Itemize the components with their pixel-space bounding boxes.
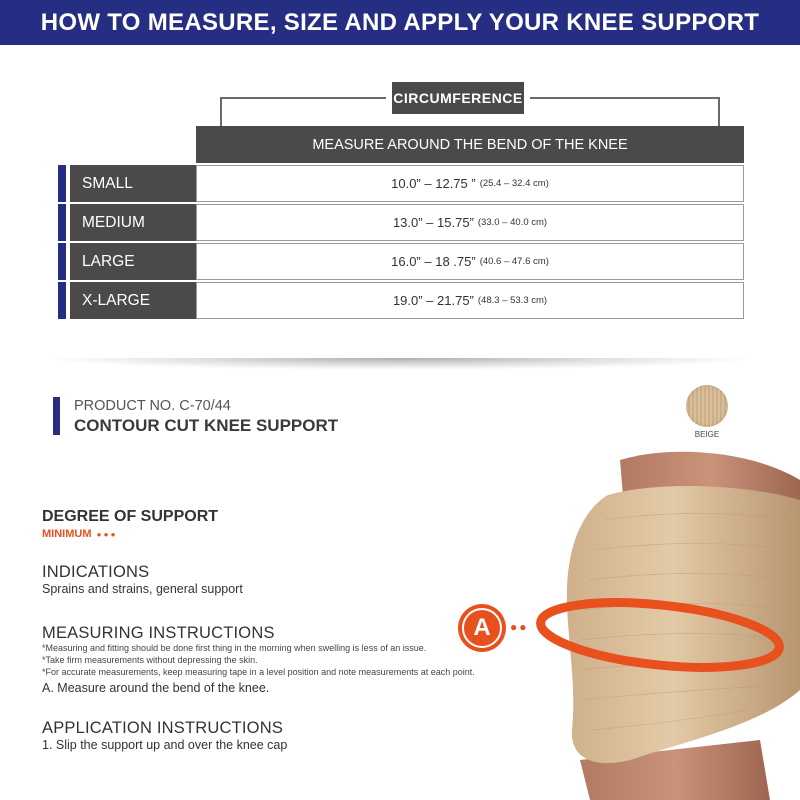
size-range-cm: (48.3 – 53.3 cm) xyxy=(477,295,548,306)
circumference-label: CIRCUMFERENCE xyxy=(386,82,530,114)
marker-a xyxy=(458,604,506,652)
header-banner xyxy=(0,0,800,45)
indications-text: Sprains and strains, general support xyxy=(42,582,243,596)
measuring-step: A. Measure around the bend of the knee. xyxy=(42,681,270,695)
product-name: CONTOUR CUT KNEE SUPPORT xyxy=(74,416,339,435)
knee-sleeve xyxy=(567,486,800,763)
marker-dots: ●● xyxy=(510,620,529,634)
beige-color-swatch xyxy=(686,385,728,427)
size-row-large xyxy=(58,243,744,280)
size-range-inches: 13.0” – 15.75” xyxy=(392,215,474,230)
size-row-accent xyxy=(58,243,66,280)
size-name: X-LARGE xyxy=(70,282,252,319)
size-range xyxy=(196,243,744,280)
size-row-medium xyxy=(58,204,744,241)
size-range-inches: 10.0” – 12.75 ” xyxy=(391,176,476,191)
size-row-accent xyxy=(58,204,66,241)
measuring-note: *For accurate measurements, keep measuring tape in a level position and note measurements at each point. xyxy=(42,667,475,677)
size-range-cm: (33.0 – 40.0 cm) xyxy=(477,217,548,228)
size-row-small xyxy=(58,165,744,202)
application-instructions-title: APPLICATION INSTRUCTIONS xyxy=(42,719,284,737)
size-range xyxy=(196,165,744,202)
size-name: LARGE xyxy=(70,243,252,280)
measuring-note: *Take firm measurements without depressing the skin. xyxy=(42,655,258,665)
product-accent-bar xyxy=(53,397,60,435)
product-number: PRODUCT NO. C-70/44 xyxy=(74,398,231,414)
size-row-accent xyxy=(58,165,66,202)
marker-a-inner xyxy=(462,608,502,648)
measure-column-header: MEASURE AROUND THE BEND OF THE KNEE xyxy=(196,126,744,163)
size-row-accent xyxy=(58,282,66,319)
size-range-inches: 16.0” – 18 .75” xyxy=(391,254,476,269)
size-range-cm: (25.4 – 32.4 cm) xyxy=(479,178,549,189)
measuring-instructions-title: MEASURING INSTRUCTIONS xyxy=(42,624,275,642)
measuring-note: *Measuring and fitting should be done first thing in the morning when swelling is less of an issue. xyxy=(42,643,427,653)
support-level xyxy=(42,528,116,540)
size-range xyxy=(196,282,744,319)
application-step: 1. Slip the support up and over the knee cap xyxy=(42,738,288,752)
size-range xyxy=(196,204,744,241)
degree-of-support-title: DEGREE OF SUPPORT xyxy=(42,508,219,525)
marker-a-letter: A xyxy=(473,614,491,641)
size-name: SMALL xyxy=(70,165,252,202)
size-range-cm: (40.6 – 47.6 cm) xyxy=(479,256,549,267)
page-title: HOW TO MEASURE, SIZE AND APPLY YOUR KNEE SUPPORT xyxy=(40,8,760,36)
size-row-x-large xyxy=(58,282,744,319)
support-level-label: MINIMUM xyxy=(42,528,92,540)
indications-title: INDICATIONS xyxy=(42,563,150,581)
size-range-inches: 19.0” – 21.75” xyxy=(392,293,474,308)
section-divider xyxy=(40,358,760,370)
size-name: MEDIUM xyxy=(70,204,252,241)
color-label: BEIGE xyxy=(694,430,720,439)
support-level-dots: ● ● ● xyxy=(96,530,116,539)
